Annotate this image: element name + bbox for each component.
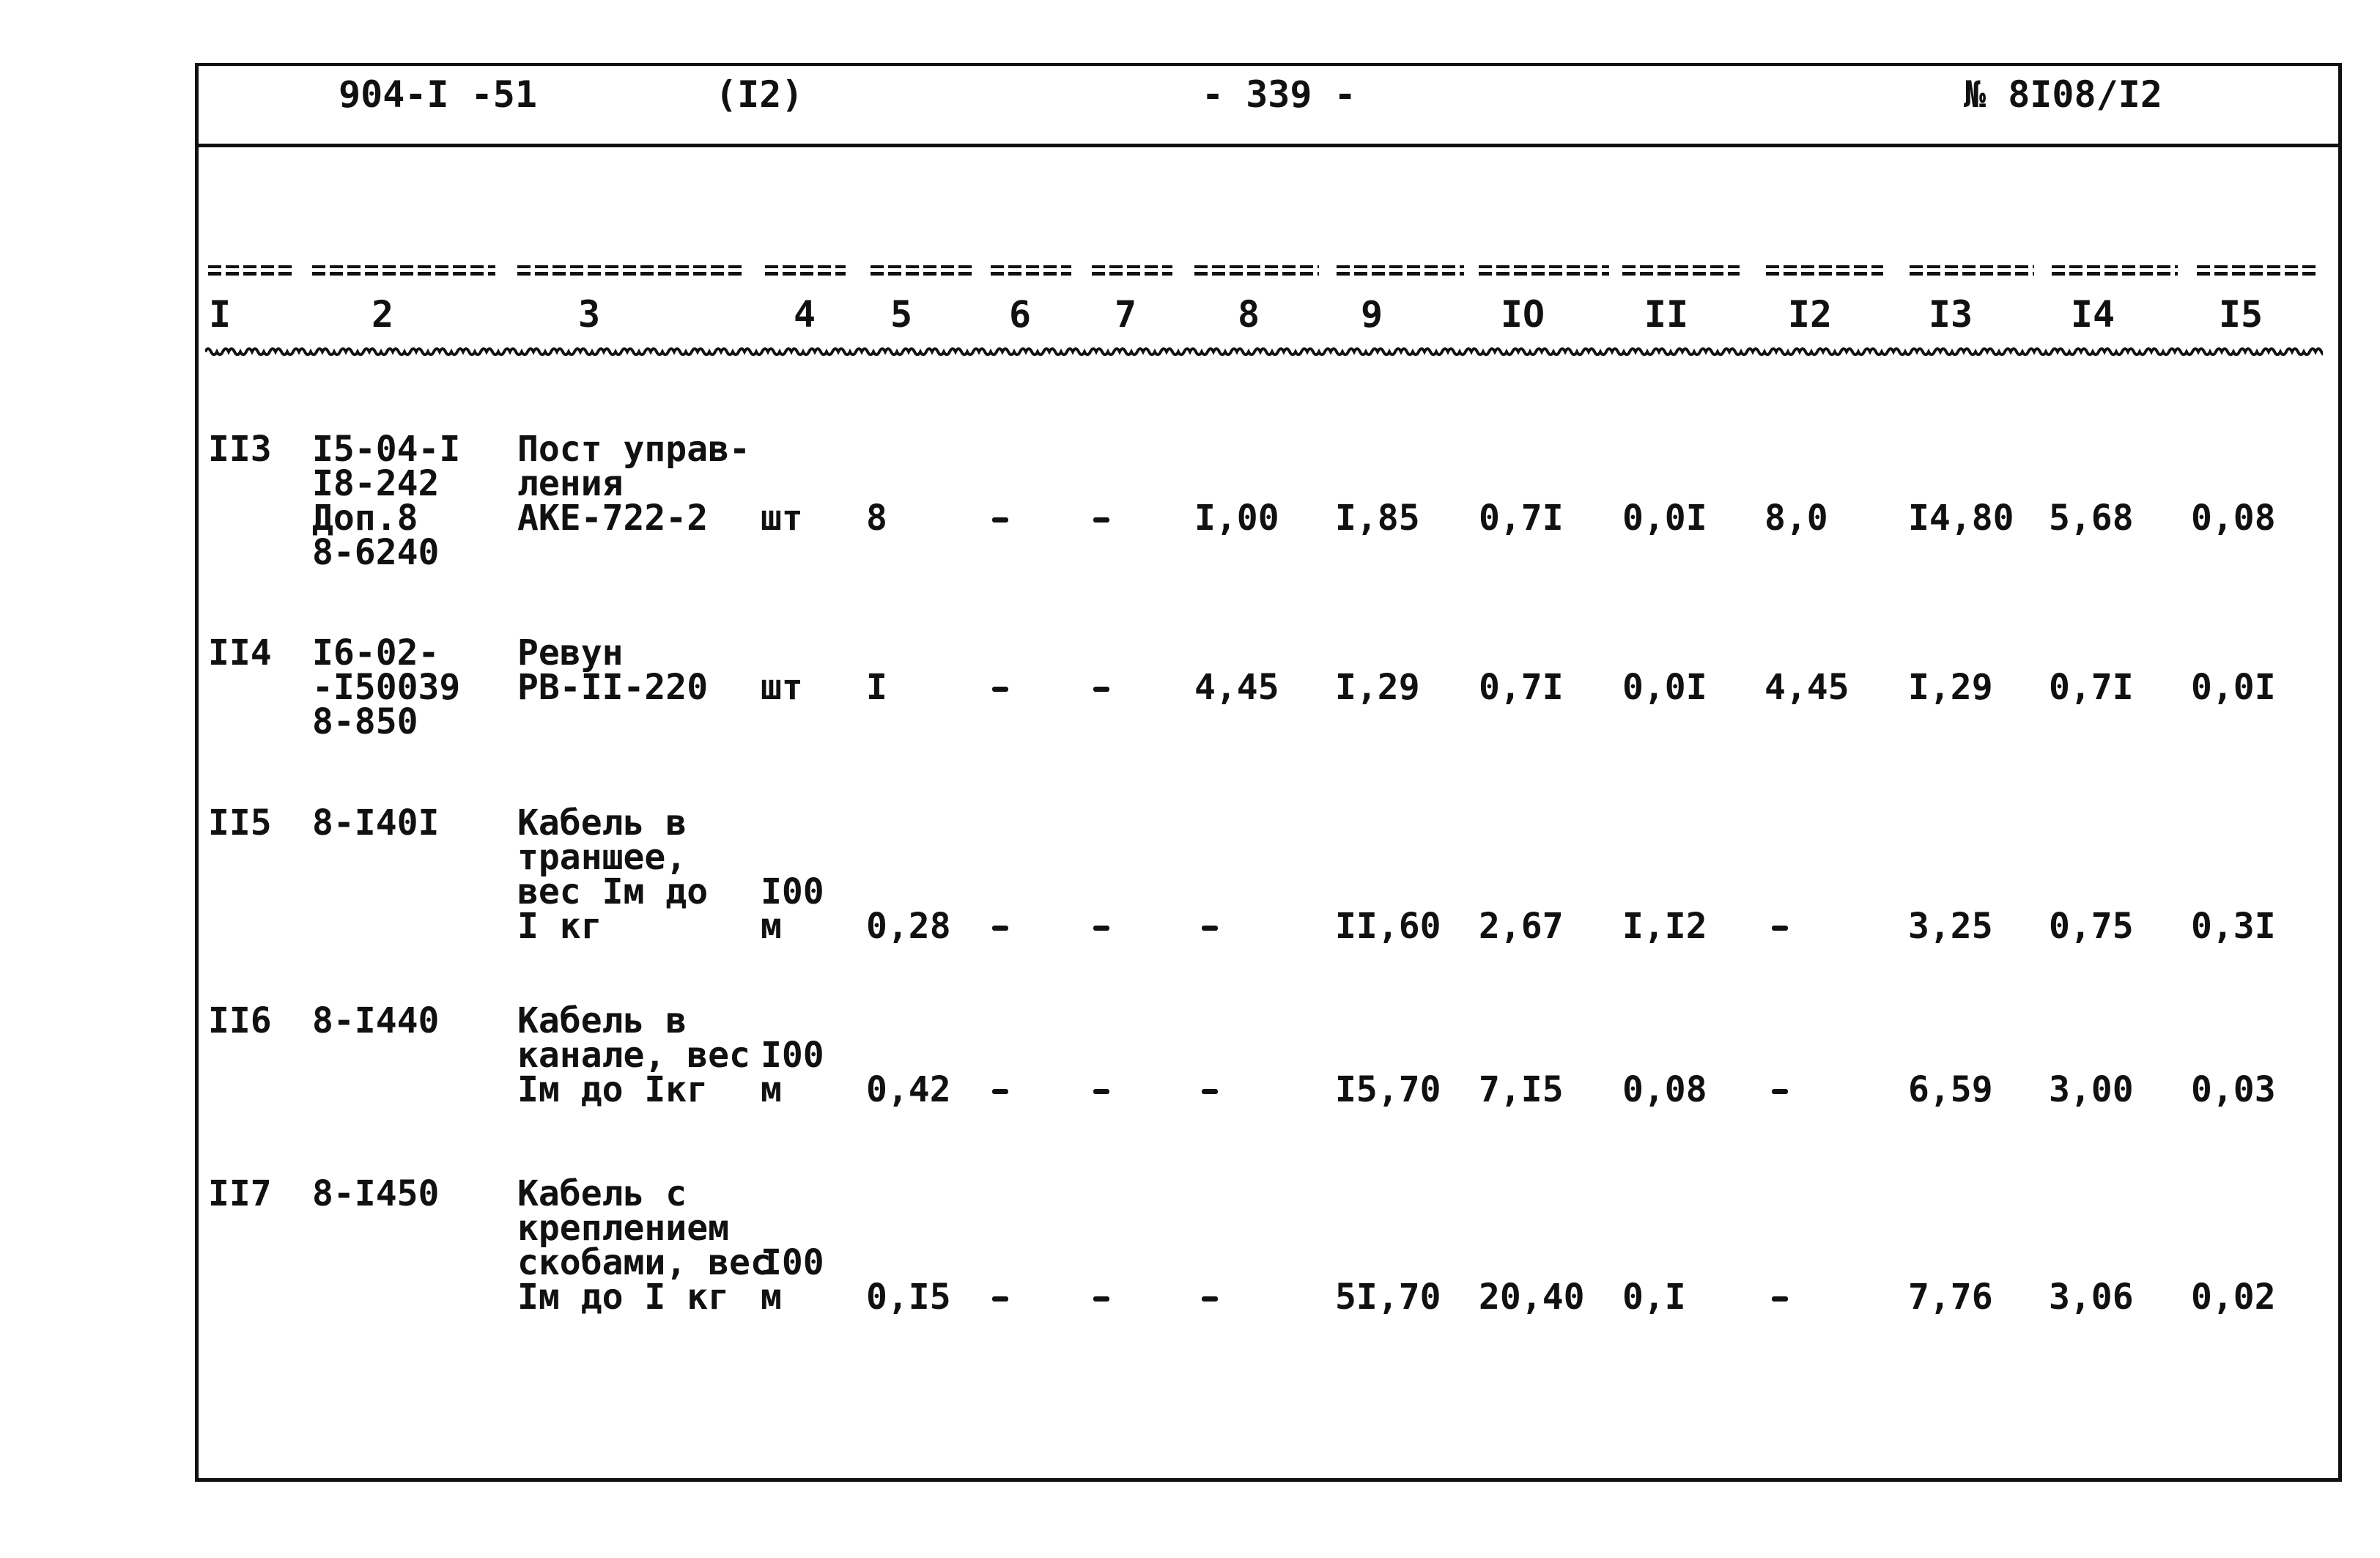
value-cell: 8 [866, 498, 887, 539]
column-number-14: I4 [2070, 293, 2115, 336]
column-number-8: 8 [1237, 293, 1260, 336]
column-number-9: 9 [1360, 293, 1383, 336]
name-cell: Ревун РВ-II-220 [517, 632, 709, 708]
value-cell: 0,08 [1622, 1069, 1707, 1110]
value-cell: I5,70 [1335, 1069, 1441, 1110]
value-cell: I [866, 667, 887, 708]
value-cell: I4,80 [1908, 498, 2014, 539]
value-cell: 0,7I [2049, 667, 2134, 708]
row-number: II6 [208, 1000, 272, 1041]
value-cell: I,85 [1335, 498, 1420, 539]
empty-cell-dash [992, 517, 1008, 523]
column-separator-line [765, 265, 846, 276]
value-cell: I,I2 [1622, 906, 1707, 947]
order-number: № 8I08/I2 [1964, 73, 2162, 116]
value-cell: 0,0I [1622, 667, 1707, 708]
empty-cell-dash [1772, 926, 1788, 931]
column-number-2: 2 [371, 293, 394, 336]
unit-cell: I00 м [761, 1035, 824, 1110]
value-cell: 3,25 [1908, 906, 1993, 947]
header-divider [195, 144, 2342, 147]
column-number-4: 4 [793, 293, 816, 336]
value-cell: II,60 [1335, 906, 1441, 947]
column-number-10: IO [1500, 293, 1545, 336]
value-cell: 0,03 [2191, 1069, 2276, 1110]
column-separator-line [1910, 265, 2034, 276]
column-separator-line [1622, 265, 1740, 276]
empty-cell-dash [1093, 687, 1109, 692]
value-cell: 0,42 [866, 1069, 951, 1110]
column-separator-line [1092, 265, 1172, 276]
value-cell: 3,06 [2049, 1277, 2134, 1318]
empty-cell-dash [1202, 1296, 1218, 1302]
empty-cell-dash [1772, 1089, 1788, 1094]
empty-cell-dash [1093, 926, 1109, 931]
empty-cell-dash [1093, 1089, 1109, 1094]
value-cell: 3,00 [2049, 1069, 2134, 1110]
value-cell: 0,7I [1479, 498, 1564, 539]
column-separator-line [1479, 265, 1609, 276]
value-cell: 7,76 [1908, 1277, 1993, 1318]
section-number: (I2) [715, 73, 804, 116]
column-separator-line [871, 265, 973, 276]
column-number-1: I [208, 293, 232, 336]
column-number-5: 5 [890, 293, 913, 336]
column-separator-line [1194, 265, 1319, 276]
code-cell: I6-02- -I50039 8-850 [312, 632, 461, 742]
name-cell: Кабель в канале, вес Iм до Iкг [517, 1000, 750, 1110]
column-separator-line [2197, 265, 2316, 276]
value-cell: 5I,70 [1335, 1277, 1441, 1318]
empty-cell-dash [1772, 1296, 1788, 1302]
column-separator-line [2052, 265, 2178, 276]
column-number-12: I2 [1787, 293, 1833, 336]
row-number: II4 [208, 632, 272, 673]
empty-cell-dash [992, 1089, 1008, 1094]
value-cell: I,00 [1194, 498, 1279, 539]
name-cell: Кабель в траншее, вес Iм до I кг [517, 802, 709, 947]
empty-cell-dash [1202, 1089, 1218, 1094]
value-cell: 7,I5 [1479, 1069, 1564, 1110]
column-separator-line [1337, 265, 1464, 276]
value-cell: 0,75 [2049, 906, 2134, 947]
value-cell: 4,45 [1194, 667, 1279, 708]
unit-cell: шт [761, 667, 803, 708]
value-cell: 5,68 [2049, 498, 2134, 539]
code-cell: 8-I40I [312, 802, 440, 843]
column-separator-line [208, 265, 295, 276]
page-number: - 339 - [1202, 73, 1356, 116]
column-separator-line [991, 265, 1071, 276]
column-separator-line [312, 265, 495, 276]
unit-cell: I00 м [761, 871, 824, 947]
empty-cell-dash [1093, 1296, 1109, 1302]
value-cell: 0,I [1622, 1277, 1686, 1318]
row-number: II3 [208, 429, 272, 470]
name-cell: Пост управ- ления АКЕ-722-2 [517, 429, 750, 539]
value-cell: 0,08 [2191, 498, 2276, 539]
column-number-13: I3 [1928, 293, 1973, 336]
value-cell: 2,67 [1479, 906, 1564, 947]
value-cell: 0,3I [2191, 906, 2276, 947]
column-number-15: I5 [2218, 293, 2263, 336]
value-cell: 0,I5 [866, 1277, 951, 1318]
value-cell: 20,40 [1479, 1277, 1585, 1318]
value-cell: 0,28 [866, 906, 951, 947]
name-cell: Кабель с креплением скобами, вес Iм до I кг [517, 1173, 772, 1318]
empty-cell-dash [992, 1296, 1008, 1302]
value-cell: I,29 [1335, 667, 1420, 708]
column-separator-line [517, 265, 744, 276]
unit-cell: I00 м [761, 1242, 824, 1318]
header-wavy-rule [205, 343, 2323, 361]
value-cell: 0,7I [1479, 667, 1564, 708]
empty-cell-dash [992, 926, 1008, 931]
value-cell: 0,02 [2191, 1277, 2276, 1318]
empty-cell-dash [992, 687, 1008, 692]
value-cell: I,29 [1908, 667, 1993, 708]
code-cell: I5-04-I I8-242 Доп.8 8-6240 [312, 429, 461, 573]
row-number: II5 [208, 802, 272, 843]
value-cell: 4,45 [1764, 667, 1849, 708]
doc-code: 904-I -51 [339, 73, 537, 116]
value-cell: 6,59 [1908, 1069, 1993, 1110]
value-cell: 0,0I [1622, 498, 1707, 539]
code-cell: 8-I450 [312, 1173, 440, 1214]
column-number-6: 6 [1008, 293, 1032, 336]
value-cell: 8,0 [1764, 498, 1828, 539]
column-number-3: 3 [577, 293, 601, 336]
empty-cell-dash [1202, 926, 1218, 931]
column-number-7: 7 [1114, 293, 1137, 336]
value-cell: 0,0I [2191, 667, 2276, 708]
code-cell: 8-I440 [312, 1000, 440, 1041]
column-separator-line [1766, 265, 1883, 276]
column-number-11: II [1644, 293, 1689, 336]
empty-cell-dash [1093, 517, 1109, 523]
row-number: II7 [208, 1173, 272, 1214]
unit-cell: шт [761, 498, 803, 539]
